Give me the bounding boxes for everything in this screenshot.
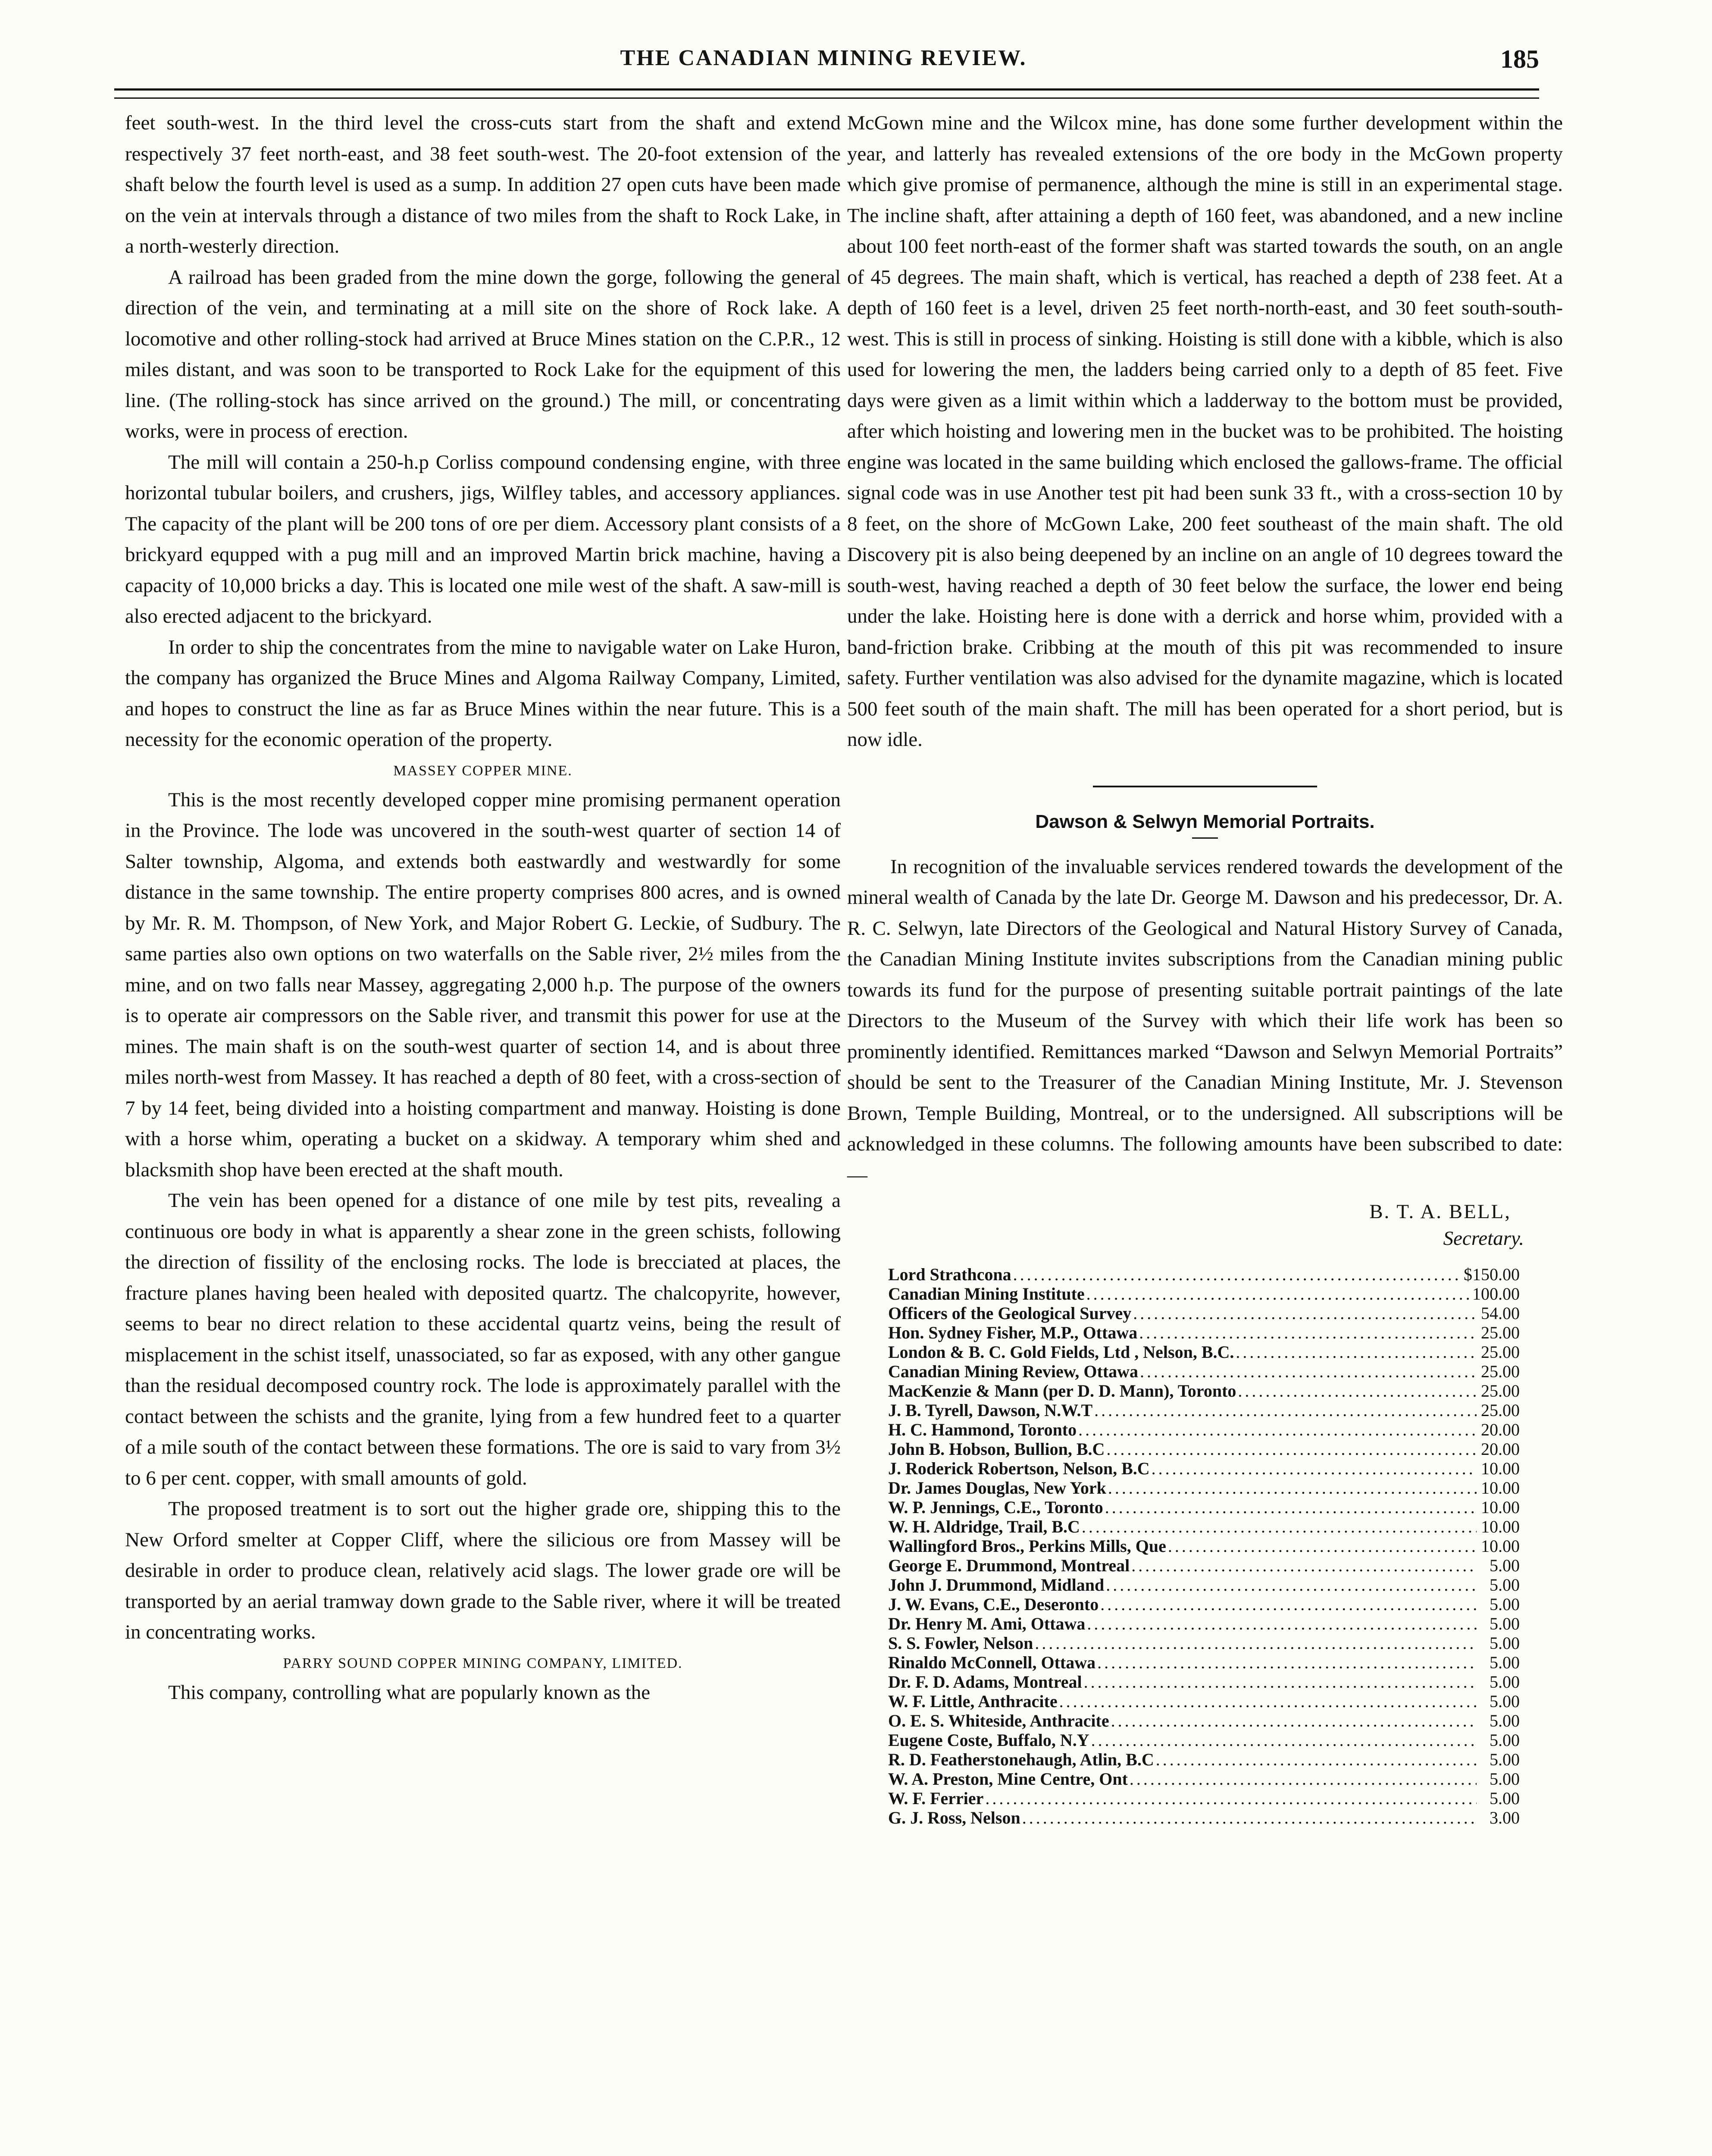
subscriber-name: Rinaldo McConnell, Ottawa	[888, 1653, 1096, 1672]
subscription-amount: 5.00	[1490, 1575, 1520, 1595]
subscription-row	[888, 1439, 1520, 1459]
subscription-amount: 5.00	[1490, 1769, 1520, 1789]
subscriber-name: W. A. Preston, Mine Centre, Ont	[888, 1769, 1128, 1789]
subscription-amount: 25.00	[1481, 1323, 1520, 1342]
subscription-row	[888, 1401, 1520, 1420]
paragraph: The mill will contain a 250-h.p Corliss compound condensing engine, with three horizontal tubular boilers, and crushers, jigs, Wilfley tables, and accessory appliances. The capacity of the plant will be 200 tons of ore per diem. Accessory plant consists of a brickyard equpped with a pug mill and an improved Martin brick machine, having a capacity of 10,000 bricks a day. This is located one mile west of the shaft. A saw-mill is also erected adjacent to the brickyard.	[125, 451, 841, 627]
subscription-amount: 3.00	[1490, 1808, 1520, 1827]
paragraph: The vein has been opened for a distance of one mile by test pits, revealing a continuous ore body in what is apparently a shear zone in the green schists, following the direction of fissility of the enclosing rocks. The lode is brecciated at places, the fracture planes having been healed with deposited quartz. The chalcopyrite, however, seems to bear no direct relation to these accidental quartz veins, being the result of misplacement in the schist itself, unassociated, so far as exposed, with any other gangue than the residual decomposed country rock. The lode is approximately parallel with the contact between the schists and the granite, lying from a few hundred feet to a quarter of a mile south of the contact between these formations. The ore is said to vary from 3½ to 6 per cent. copper, with small amounts of gold.	[125, 1189, 841, 1489]
subscription-row	[888, 1517, 1520, 1536]
paragraph: feet south-west. In the third level the cross-cuts start from the shaft and extend respectively 37 feet north-east, and 38 feet south-west. The 20-foot extension of the shaft below the fourth level is used as a sump. In addition 27 open cuts have been made on the vein at intervals through a distance of two miles from the shaft to Rock Lake, in a north-westerly direction.	[125, 112, 841, 257]
paragraph: In order to ship the concentrates from the mine to navigable water on Lake Huron, the company has organized the Bruce Mines and Algoma Railway Company, Limited, and hopes to construct the line as far as Bruce Mines within the near future. This is a necessity for the economic operation of the property.	[125, 636, 841, 751]
signature-role: Secretary.	[1443, 1227, 1524, 1250]
article-divider	[1093, 786, 1317, 787]
subscription-amount: 5.00	[1490, 1692, 1520, 1711]
subscription-amount: 54.00	[1481, 1304, 1520, 1323]
leader-dots	[1078, 1420, 1477, 1439]
subscriber-name: Canadian Mining Institute	[888, 1284, 1085, 1304]
article-title: Dawson & Selwyn Memorial Portraits.	[1035, 811, 1375, 832]
subscription-amount: 25.00	[1481, 1342, 1520, 1362]
subscription-row	[888, 1420, 1520, 1439]
leader-dots	[1082, 1517, 1477, 1536]
subscription-amount: 20.00	[1481, 1439, 1520, 1459]
leader-dots	[1013, 1265, 1462, 1284]
leader-dots	[1091, 1730, 1477, 1750]
subscriber-name: Dr. F. D. Adams, Montreal	[888, 1672, 1082, 1692]
leader-dots	[1156, 1750, 1477, 1769]
leader-dots	[1022, 1808, 1477, 1827]
paragraph: This is the most recently developed copper mine promising permanent operation in the Province. The lode was uncovered in the south-west quarter of section 14 of Salter township, Algoma, and extends both eastwardly and westwardly for some distance in the same township. The entire property comprises 800 acres, and is owned by Mr. R. M. Thompson, of New York, and Major Robert G. Leckie, of Sudbury. The same parties also own options on two waterfalls on the Sable river, 2½ miles from the mine, and on two falls near Massey, aggregating 2,000 h.p. The purpose of the owners is to operate air compressors on the Sable river, and transmit this power for use at the mines. The main shaft is on the south-west quarter of section 14, and is about three miles north-west from Massey. It has reached a depth of 80 feet, with a cross-section of 7 by 14 feet, being divided into a hoisting compartment and manway. Hoisting is done with a horse whim, operating a bucket on a skidway. A temporary whim shed and blacksmith shop have been erected at the shaft mouth.	[125, 788, 841, 1181]
leader-dots	[1238, 1381, 1477, 1401]
subscription-row	[888, 1362, 1520, 1381]
subscriber-name: J. B. Tyrell, Dawson, N.W.T	[888, 1401, 1093, 1420]
leader-dots	[1111, 1711, 1477, 1730]
subscription-amount: 100.00	[1472, 1284, 1520, 1304]
subscriber-name: Hon. Sydney Fisher, M.P., Ottawa	[888, 1323, 1138, 1342]
subscriber-name: G. J. Ross, Nelson	[888, 1808, 1020, 1827]
subscription-amount: $150.00	[1464, 1265, 1520, 1284]
leader-dots	[1097, 1653, 1477, 1672]
leader-dots	[1130, 1769, 1477, 1789]
leader-dots	[1140, 1362, 1477, 1381]
subscription-amount: 5.00	[1490, 1711, 1520, 1730]
paragraph: The proposed treatment is to sort out the higher grade ore, shipping this to the New Orford smelter at Copper Cliff, where the silicious ore from Massey will be desirable in order to produce clean, relatively acid slags. The lower grade ore will be transported by an aerial tramway down grade to the Sable river, where it will be treated in concentrating works.	[125, 1498, 841, 1643]
leader-dots	[1168, 1536, 1477, 1556]
subscription-amount: 5.00	[1490, 1672, 1520, 1692]
subscriber-name: O. E. S. Whiteside, Anthracite	[888, 1711, 1109, 1730]
subscription-row	[888, 1323, 1520, 1342]
leader-dots	[1100, 1595, 1477, 1614]
subscription-amount: 5.00	[1490, 1750, 1520, 1769]
subscription-amount: 25.00	[1481, 1381, 1520, 1401]
page-number: 185	[1500, 45, 1539, 73]
subscriber-name: W. H. Aldridge, Trail, B.C	[888, 1517, 1080, 1536]
paragraph: A railroad has been graded from the mine down the gorge, following the general direction of the vein, and terminating at a mill site on the shore of Rock lake. A locomotive and other rolling-stock had arrived at Bruce Mines station on the C.P.R., 12 miles distant, and was soon to be transported to Rock Lake for the equipment of this line. (The rolling-stock has since arrived on the ground.) The mill, or concentrating works, were in process of erection.	[125, 266, 841, 442]
leader-dots	[985, 1789, 1477, 1808]
subscriber-name: J. Roderick Robertson, Nelson, B.C	[888, 1459, 1150, 1478]
subscription-row	[888, 1284, 1520, 1304]
leader-dots	[1094, 1401, 1477, 1420]
subscriber-name: Officers of the Geological Survey	[888, 1304, 1132, 1323]
title-dash	[1192, 837, 1218, 839]
subscriber-name: Wallingford Bros., Perkins Mills, Que	[888, 1536, 1166, 1556]
subscription-amount: 25.00	[1481, 1362, 1520, 1381]
subscription-amount: 5.00	[1490, 1730, 1520, 1750]
subscription-row	[888, 1808, 1520, 1827]
section-heading: MASSEY COPPER MINE.	[393, 762, 573, 779]
subscription-row	[888, 1304, 1520, 1323]
subscription-row	[888, 1459, 1520, 1478]
leader-dots	[1108, 1478, 1477, 1498]
subscription-amount: 10.00	[1481, 1478, 1520, 1498]
subscription-amount: 10.00	[1481, 1517, 1520, 1536]
subscriber-name: W. F. Ferrier	[888, 1789, 984, 1808]
subscription-amount: 5.00	[1490, 1789, 1520, 1808]
paragraph: McGown mine and the Wilcox mine, has done some further development within the year, and latterly has revealed extensions of the ore body in the McGown property which give promise of permanence, although the mine is still in an experimental stage. The incline shaft, after attaining a depth of 160 feet, was abandoned, and a new incline about 100 feet north-east of the former shaft was started towards the south, on an angle of 45 degrees. The main shaft, which is vertical, has reached a depth of 238 feet. At a depth of 160 feet is a level, driven 25 feet north-north-east, and 30 feet south-south-west. This is still in process of sinking. Hoisting is still done with a kibble, which is also used for lowering the men, the ladders being carried only to a depth of 85 feet. Five days were given as a limit within which a ladderway to the bottom must be provided, after which hoisting and lowering men in the bucket was to be prohibited. The hoisting engine was located in the same building which enclosed the gallows-frame. The official signal code was in use Another test pit had been sunk 33 ft., with a cross-section 10 by 8 feet, on the shore of McGown Lake, 200 feet southeast of the main shaft. The old Discovery pit is also being deepened by an incline on an angle of 10 degrees toward the south-west, having reached a depth of 30 feet below the surface, the lower end being under the lake. Hoisting here is done with a derrick and horse whim, provided with a band-friction brake. Cribbing at the mouth of this pit was recommended to insure safety. Further ventilation was also advised for the dynamite magazine, which is located 500 feet south of the main shaft. The mill has been operated for a short period, but is now idle.	[847, 112, 1563, 751]
subscriber-name: Dr. Henry M. Ami, Ottawa	[888, 1614, 1086, 1633]
leader-dots	[1087, 1614, 1477, 1633]
subscription-amount: 5.00	[1490, 1556, 1520, 1575]
subscription-amount: 5.00	[1490, 1633, 1520, 1653]
subscriber-name: S. S. Fowler, Nelson	[888, 1633, 1033, 1653]
subscription-row	[888, 1730, 1520, 1750]
header-rule	[114, 88, 1539, 99]
subscription-row	[888, 1265, 1520, 1284]
subscriber-name: H. C. Hammond, Toronto	[888, 1420, 1077, 1439]
subscription-row	[888, 1692, 1520, 1711]
left-column	[125, 108, 841, 1708]
subscriber-name: J. W. Evans, C.E., Deseronto	[888, 1595, 1099, 1614]
subscriber-name: John B. Hobson, Bullion, B.C	[888, 1439, 1105, 1459]
subscription-row	[888, 1653, 1520, 1672]
subscription-row	[888, 1750, 1520, 1769]
right-column	[847, 108, 1563, 1827]
paragraph: This company, controlling what are popularly known as the	[168, 1681, 651, 1704]
leader-dots	[1236, 1342, 1477, 1362]
subscription-row	[888, 1789, 1520, 1808]
subscription-row	[888, 1536, 1520, 1556]
subscription-row	[888, 1769, 1520, 1789]
leader-dots	[1105, 1498, 1477, 1517]
subscription-row	[888, 1633, 1520, 1653]
subscription-row	[888, 1672, 1520, 1692]
leader-dots	[1152, 1459, 1477, 1478]
signature-name: B. T. A. BELL,	[1369, 1200, 1511, 1223]
subscription-amount: 5.00	[1490, 1595, 1520, 1614]
leader-dots	[1106, 1575, 1477, 1595]
subscription-row	[888, 1342, 1520, 1362]
subscriber-name: John J. Drummond, Midland	[888, 1575, 1105, 1595]
leader-dots	[1106, 1439, 1477, 1459]
subscriber-name: George E. Drummond, Montreal	[888, 1556, 1130, 1575]
subscription-row	[888, 1614, 1520, 1633]
subscriber-name: W. P. Jennings, C.E., Toronto	[888, 1498, 1103, 1517]
subscription-row	[888, 1711, 1520, 1730]
subscription-amount: 25.00	[1481, 1401, 1520, 1420]
subscription-row	[888, 1575, 1520, 1595]
subscription-amount: 5.00	[1490, 1653, 1520, 1672]
running-title: THE CANADIAN MINING REVIEW.	[620, 46, 1027, 70]
subscriber-name: R. D. Featherstonehaugh, Atlin, B.C	[888, 1750, 1154, 1769]
signature	[847, 1198, 1563, 1252]
subscription-row	[888, 1595, 1520, 1614]
leader-dots	[1059, 1692, 1477, 1711]
subscription-row	[888, 1381, 1520, 1401]
subscription-row	[888, 1498, 1520, 1517]
subscriber-name: Lord Strathcona	[888, 1265, 1011, 1284]
leader-dots	[1035, 1633, 1477, 1653]
paragraph: In recognition of the invaluable services rendered towards the development of the mineral wealth of Canada by the late Dr. George M. Dawson and his predecessor, Dr. A. R. C. Selwyn, late Directors of the Geological and Natural History Survey of Canada, the Canadian Mining Institute invites subscriptions from the Canadian mining public towards its fund for the purpose of presenting suitable portrait paintings of the late Directors to the Museum of the Survey with which their life work has been so prominently identified. Remittances marked “Dawson and Selwyn Memorial Portraits” should be sent to the Treasurer of the Canadian Mining Institute, Mr. J. Stevenson Brown, Temple Building, Montreal, or to the undersigned. All subscriptions will be acknowledged in these columns. The following amounts have been subscribed to date:—	[847, 855, 1563, 1186]
section-heading: PARRY SOUND COPPER MINING COMPANY, LIMITED.	[283, 1655, 683, 1671]
leader-dots	[1139, 1323, 1477, 1342]
subscription-amount: 10.00	[1481, 1459, 1520, 1478]
subscription-amount: 20.00	[1481, 1420, 1520, 1439]
subscription-amount: 10.00	[1481, 1498, 1520, 1517]
subscriber-name: Eugene Coste, Buffalo, N.Y	[888, 1730, 1089, 1750]
subscription-amount: 10.00	[1481, 1536, 1520, 1556]
subscriber-name: W. F. Little, Anthracite	[888, 1692, 1058, 1711]
subscriber-name: Canadian Mining Review, Ottawa	[888, 1362, 1139, 1381]
subscription-row	[888, 1556, 1520, 1575]
leader-dots	[1086, 1284, 1471, 1304]
subscriber-name: Dr. James Douglas, New York	[888, 1478, 1106, 1498]
leader-dots	[1131, 1556, 1477, 1575]
leader-dots	[1084, 1672, 1477, 1692]
subscriber-name: London & B. C. Gold Fields, Ltd , Nelson, B.C.	[888, 1342, 1234, 1362]
leader-dots	[1133, 1304, 1477, 1323]
subscription-row	[888, 1478, 1520, 1498]
page-header	[108, 41, 1539, 80]
subscription-amount: 5.00	[1490, 1614, 1520, 1633]
subscription-list	[888, 1265, 1520, 1827]
subscriber-name: MacKenzie & Mann (per D. D. Mann), Toronto	[888, 1381, 1236, 1401]
